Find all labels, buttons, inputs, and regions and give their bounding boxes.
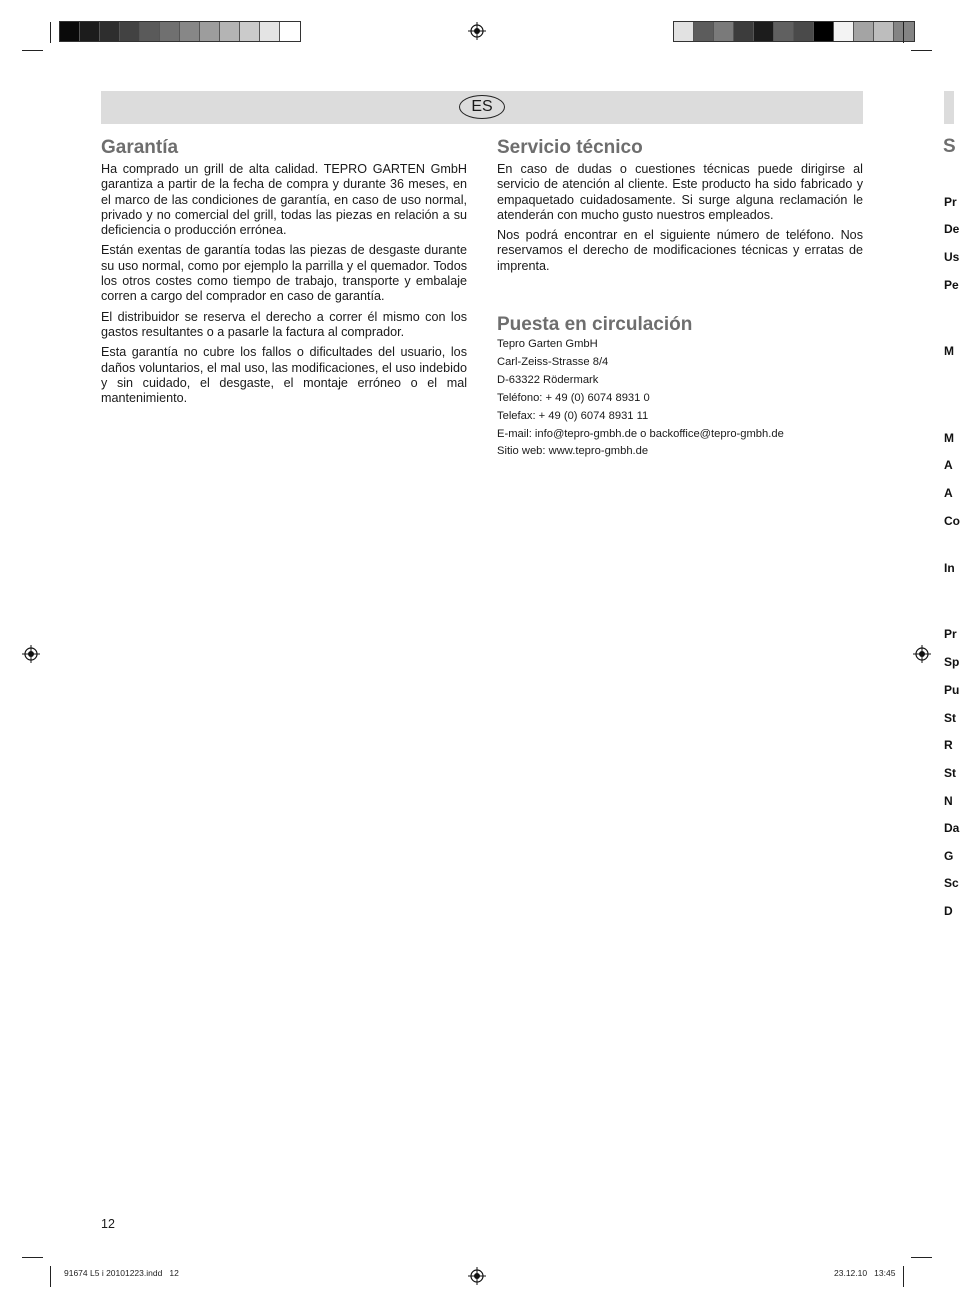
edge-row: In [944, 561, 955, 575]
servicio-body [497, 162, 863, 279]
garantia-heading: Garantía [101, 137, 179, 158]
color-swatch [674, 22, 694, 41]
street-address: Carl-Zeiss-Strasse 8/4 [497, 355, 609, 368]
edge-row: G [944, 849, 954, 863]
edge-row: St [944, 711, 956, 725]
right-color-bar [673, 21, 915, 42]
edge-row: A [944, 486, 953, 500]
postal-city: D-63322 Rödermark [497, 373, 599, 386]
garantia-paragraph: Están exentas de garantía todas las piezas de desgaste durante su uso normal, como por ejemplo la parrilla y el quemador. Todos los otros costes como tiempo de trabajo, transporte y embalaje corren a cargo del comprador en caso de garantía. [101, 243, 467, 304]
website: Sitio web: www.tepro-gmbh.de [497, 445, 649, 458]
edge-row: M [944, 431, 954, 445]
color-swatch [100, 22, 120, 41]
color-swatch [240, 22, 260, 41]
crop-mark [911, 50, 932, 51]
crop-mark [50, 1266, 51, 1287]
color-swatch [140, 22, 160, 41]
registration-mark-icon [913, 645, 931, 663]
puesta-heading: Puesta en circulación [497, 314, 693, 335]
color-swatch [260, 22, 280, 41]
page-number: 12 [101, 1217, 115, 1231]
edge-row: D [944, 904, 953, 918]
registration-mark-icon [22, 645, 40, 663]
color-swatch [834, 22, 854, 41]
contact-address-block [497, 336, 863, 461]
color-swatch [220, 22, 240, 41]
edge-row: R [944, 738, 953, 752]
color-swatch [794, 22, 814, 41]
company-name: Tepro Garten GmbH [497, 338, 598, 350]
edge-row: Pe [944, 278, 959, 292]
registration-mark-icon [468, 1267, 486, 1285]
garantia-body [101, 162, 467, 411]
edge-row: M [944, 344, 954, 358]
color-swatch [694, 22, 714, 41]
color-swatch [854, 22, 874, 41]
phone-number: Teléfono: + 49 (0) 6074 8931 0 [497, 391, 650, 404]
crop-mark [22, 50, 43, 51]
footer-file-info: 91674 L5 i 20101223.indd 12 [64, 1268, 179, 1278]
garantia-paragraph: Ha comprado un grill de alta calidad. TEPRO GARTEN GmbH garantiza a partir de la fecha de compra y durante 36 meses, en el marco de las condiciones de garantía, en caso de uso normal, privado y no comercial del grill, todas las piezas en relación a su deficiencia o producción errónea. [101, 162, 467, 238]
edge-row: Da [944, 821, 960, 835]
edge-row: N [944, 794, 953, 808]
edge-row: Sp [944, 655, 960, 669]
crop-mark [903, 1266, 904, 1287]
garantia-paragraph: El distribuidor se reserva el derecho a correr él mismo con los gastos resultantes o a pasarle la factura al comprador. [101, 309, 467, 339]
color-swatch [894, 22, 914, 41]
edge-row: De [944, 222, 960, 236]
crop-mark [911, 1257, 932, 1258]
color-swatch [814, 22, 834, 41]
registration-mark-icon [468, 22, 486, 40]
color-swatch [200, 22, 220, 41]
footer-datetime: 23.12.10 13:45 [834, 1268, 896, 1278]
left-color-bar [59, 21, 301, 42]
color-swatch [754, 22, 774, 41]
edge-row: St [944, 766, 956, 780]
color-swatch [120, 22, 140, 41]
next-page-heading-fragment: S [943, 136, 956, 157]
edge-row: Sc [944, 876, 959, 890]
crop-mark [50, 22, 51, 43]
color-swatch [180, 22, 200, 41]
servicio-heading: Servicio técnico [497, 137, 643, 158]
color-swatch [60, 22, 80, 41]
fax-number: Telefax: + 49 (0) 6074 8931 11 [497, 409, 649, 422]
servicio-paragraph: En caso de dudas o cuestiones técnicas puede dirigirse al servicio de atención al cliente. Este producto ha sido fabricado y empaquetado cuidadosamente. Si surge alguna reclamación le atenderán con mucho gusto nuestros empleados. [497, 162, 863, 222]
edge-row: A [944, 458, 953, 472]
color-swatch [160, 22, 180, 41]
color-swatch [80, 22, 100, 41]
edge-row: Pu [944, 683, 960, 697]
language-badge: ES [459, 95, 505, 119]
servicio-paragraph: Nos podrá encontrar en el siguiente número de teléfono. Nos reservamos el derecho de modificaciones técnicas y erratas de imprenta. [497, 228, 863, 273]
edge-row: Pr [944, 195, 957, 209]
color-swatch [874, 22, 894, 41]
email-addresses: E-mail: info@tepro-gmbh.de o backoffice@tepro-gmbh.de [497, 427, 784, 440]
garantia-paragraph: Esta garantía no cubre los fallos o dificultades del usuario, los daños voluntarios, el mal uso, las modificaciones, el uso indebido y sin cuidado, el desgaste, el montaje erróneo o el mal mantenimiento. [101, 345, 467, 406]
next-page-header-band [944, 91, 954, 124]
color-swatch [734, 22, 754, 41]
edge-row: Us [944, 250, 960, 264]
color-swatch [714, 22, 734, 41]
edge-row: Co [944, 514, 960, 528]
crop-mark [903, 22, 904, 43]
edge-row: Pr [944, 627, 957, 641]
color-swatch [774, 22, 794, 41]
color-swatch [280, 22, 300, 41]
crop-mark [22, 1257, 43, 1258]
